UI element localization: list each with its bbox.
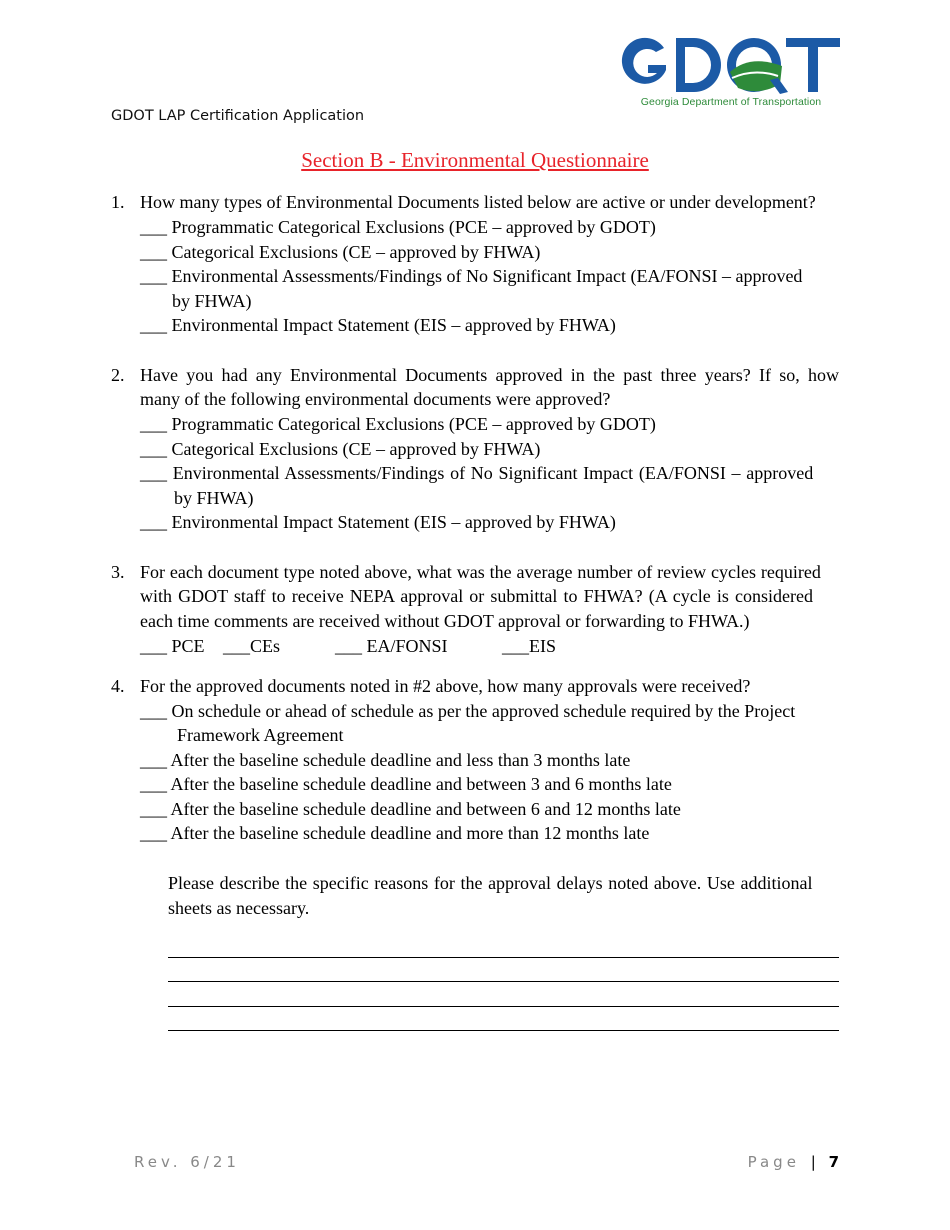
q4-option-under-3-months[interactable]: ___ After the baseline schedule deadline and less than 3 months late <box>140 750 631 770</box>
question-text-line-2: many of the following environmental documents were approved? <box>140 389 611 409</box>
logo-caption: Georgia Department of Transportation <box>640 96 822 108</box>
q1-option-ea-fonsi[interactable]: ___ Environmental Assessments/Findings of No Significant Impact (EA/FONSI – approved <box>140 266 803 286</box>
question-text-line-1: Have you had any Environmental Documents approved in the past three years? If so, how <box>140 365 839 385</box>
q3-blank-eis[interactable]: ___EIS <box>502 636 556 656</box>
q2-option-ea-fonsi-continued: by FHWA) <box>174 488 254 508</box>
q2-option-ea-fonsi[interactable]: ___ Environmental Assessments/Findings of No Significant Impact (EA/FONSI – approved <box>140 463 814 483</box>
q1-option-ce[interactable]: ___ Categorical Exclusions (CE – approved by FHWA) <box>140 242 541 262</box>
question-number: 2. <box>111 365 125 385</box>
q2-option-ce[interactable]: ___ Categorical Exclusions (CE – approved by FHWA) <box>140 439 541 459</box>
question-text: How many types of Environmental Documents listed below are active or under development? <box>140 192 816 212</box>
gdot-logo-graphic <box>620 34 842 96</box>
footer-revision: Rev. 6/21 <box>134 1153 240 1171</box>
question-number: 3. <box>111 562 125 582</box>
question-1 <box>111 190 839 215</box>
footer-page-number: 7 <box>828 1153 839 1171</box>
question-number: 4. <box>111 676 125 696</box>
document-header-title: GDOT LAP Certification Application <box>111 108 365 124</box>
q3-blank-ea-fonsi[interactable]: ___ EA/FONSI <box>335 636 448 656</box>
reasons-answer-line[interactable] <box>168 1006 839 1007</box>
q4-option-on-schedule-continued: Framework Agreement <box>177 725 344 745</box>
question-text: For the approved documents noted in #2 above, how many approvals were received? <box>140 676 751 696</box>
section-title: Section B - Environmental Questionnaire <box>301 148 649 172</box>
q3-blank-pce[interactable]: ___ PCE <box>140 636 205 656</box>
q2-option-eis[interactable]: ___ Environmental Impact Statement (EIS – approved by FHWA) <box>140 512 616 532</box>
reasons-prompt-line-2: sheets as necessary. <box>168 898 310 918</box>
question-4 <box>111 674 839 699</box>
reasons-answer-line[interactable] <box>168 981 839 982</box>
footer-page-separator: | <box>810 1153 816 1171</box>
question-2 <box>111 363 839 413</box>
question-text-line-3: each time comments are received without GDOT approval or forwarding to FHWA.) <box>140 611 750 631</box>
reasons-answer-line[interactable] <box>168 1030 839 1031</box>
q2-option-pce[interactable]: ___ Programmatic Categorical Exclusions (PCE – approved by GDOT) <box>140 414 656 434</box>
q4-option-on-schedule[interactable]: ___ On schedule or ahead of schedule as per the approved schedule required by the Project <box>140 701 796 721</box>
q1-option-eis[interactable]: ___ Environmental Impact Statement (EIS – approved by FHWA) <box>140 315 616 335</box>
question-text-line-2: with GDOT staff to receive NEPA approval or submittal to FHWA? (A cycle is considered <box>140 586 813 606</box>
question-text-line-1: For each document type noted above, what was the average number of review cycles required <box>140 562 821 582</box>
gdot-logo <box>620 34 842 114</box>
q3-blanks-row <box>140 634 839 659</box>
q3-blank-ces[interactable]: ___CEs <box>223 636 281 656</box>
q4-option-over-12-months[interactable]: ___ After the baseline schedule deadline and more than 12 months late <box>140 823 650 843</box>
q4-option-6-to-12-months[interactable]: ___ After the baseline schedule deadline and between 6 and 12 months late <box>140 799 681 819</box>
question-3 <box>111 560 839 635</box>
q4-option-3-to-6-months[interactable]: ___ After the baseline schedule deadline and between 3 and 6 months late <box>140 774 672 794</box>
q1-option-ea-fonsi-continued: by FHWA) <box>172 291 252 311</box>
footer-page-label: Page <box>747 1153 800 1171</box>
question-number: 1. <box>111 192 125 212</box>
reasons-prompt-line-1: Please describe the specific reasons for the approval delays noted above. Use additional <box>168 873 813 893</box>
q1-option-pce[interactable]: ___ Programmatic Categorical Exclusions (PCE – approved by GDOT) <box>140 217 656 237</box>
reasons-answer-line[interactable] <box>168 957 839 958</box>
footer-page-indicator <box>748 1153 839 1171</box>
